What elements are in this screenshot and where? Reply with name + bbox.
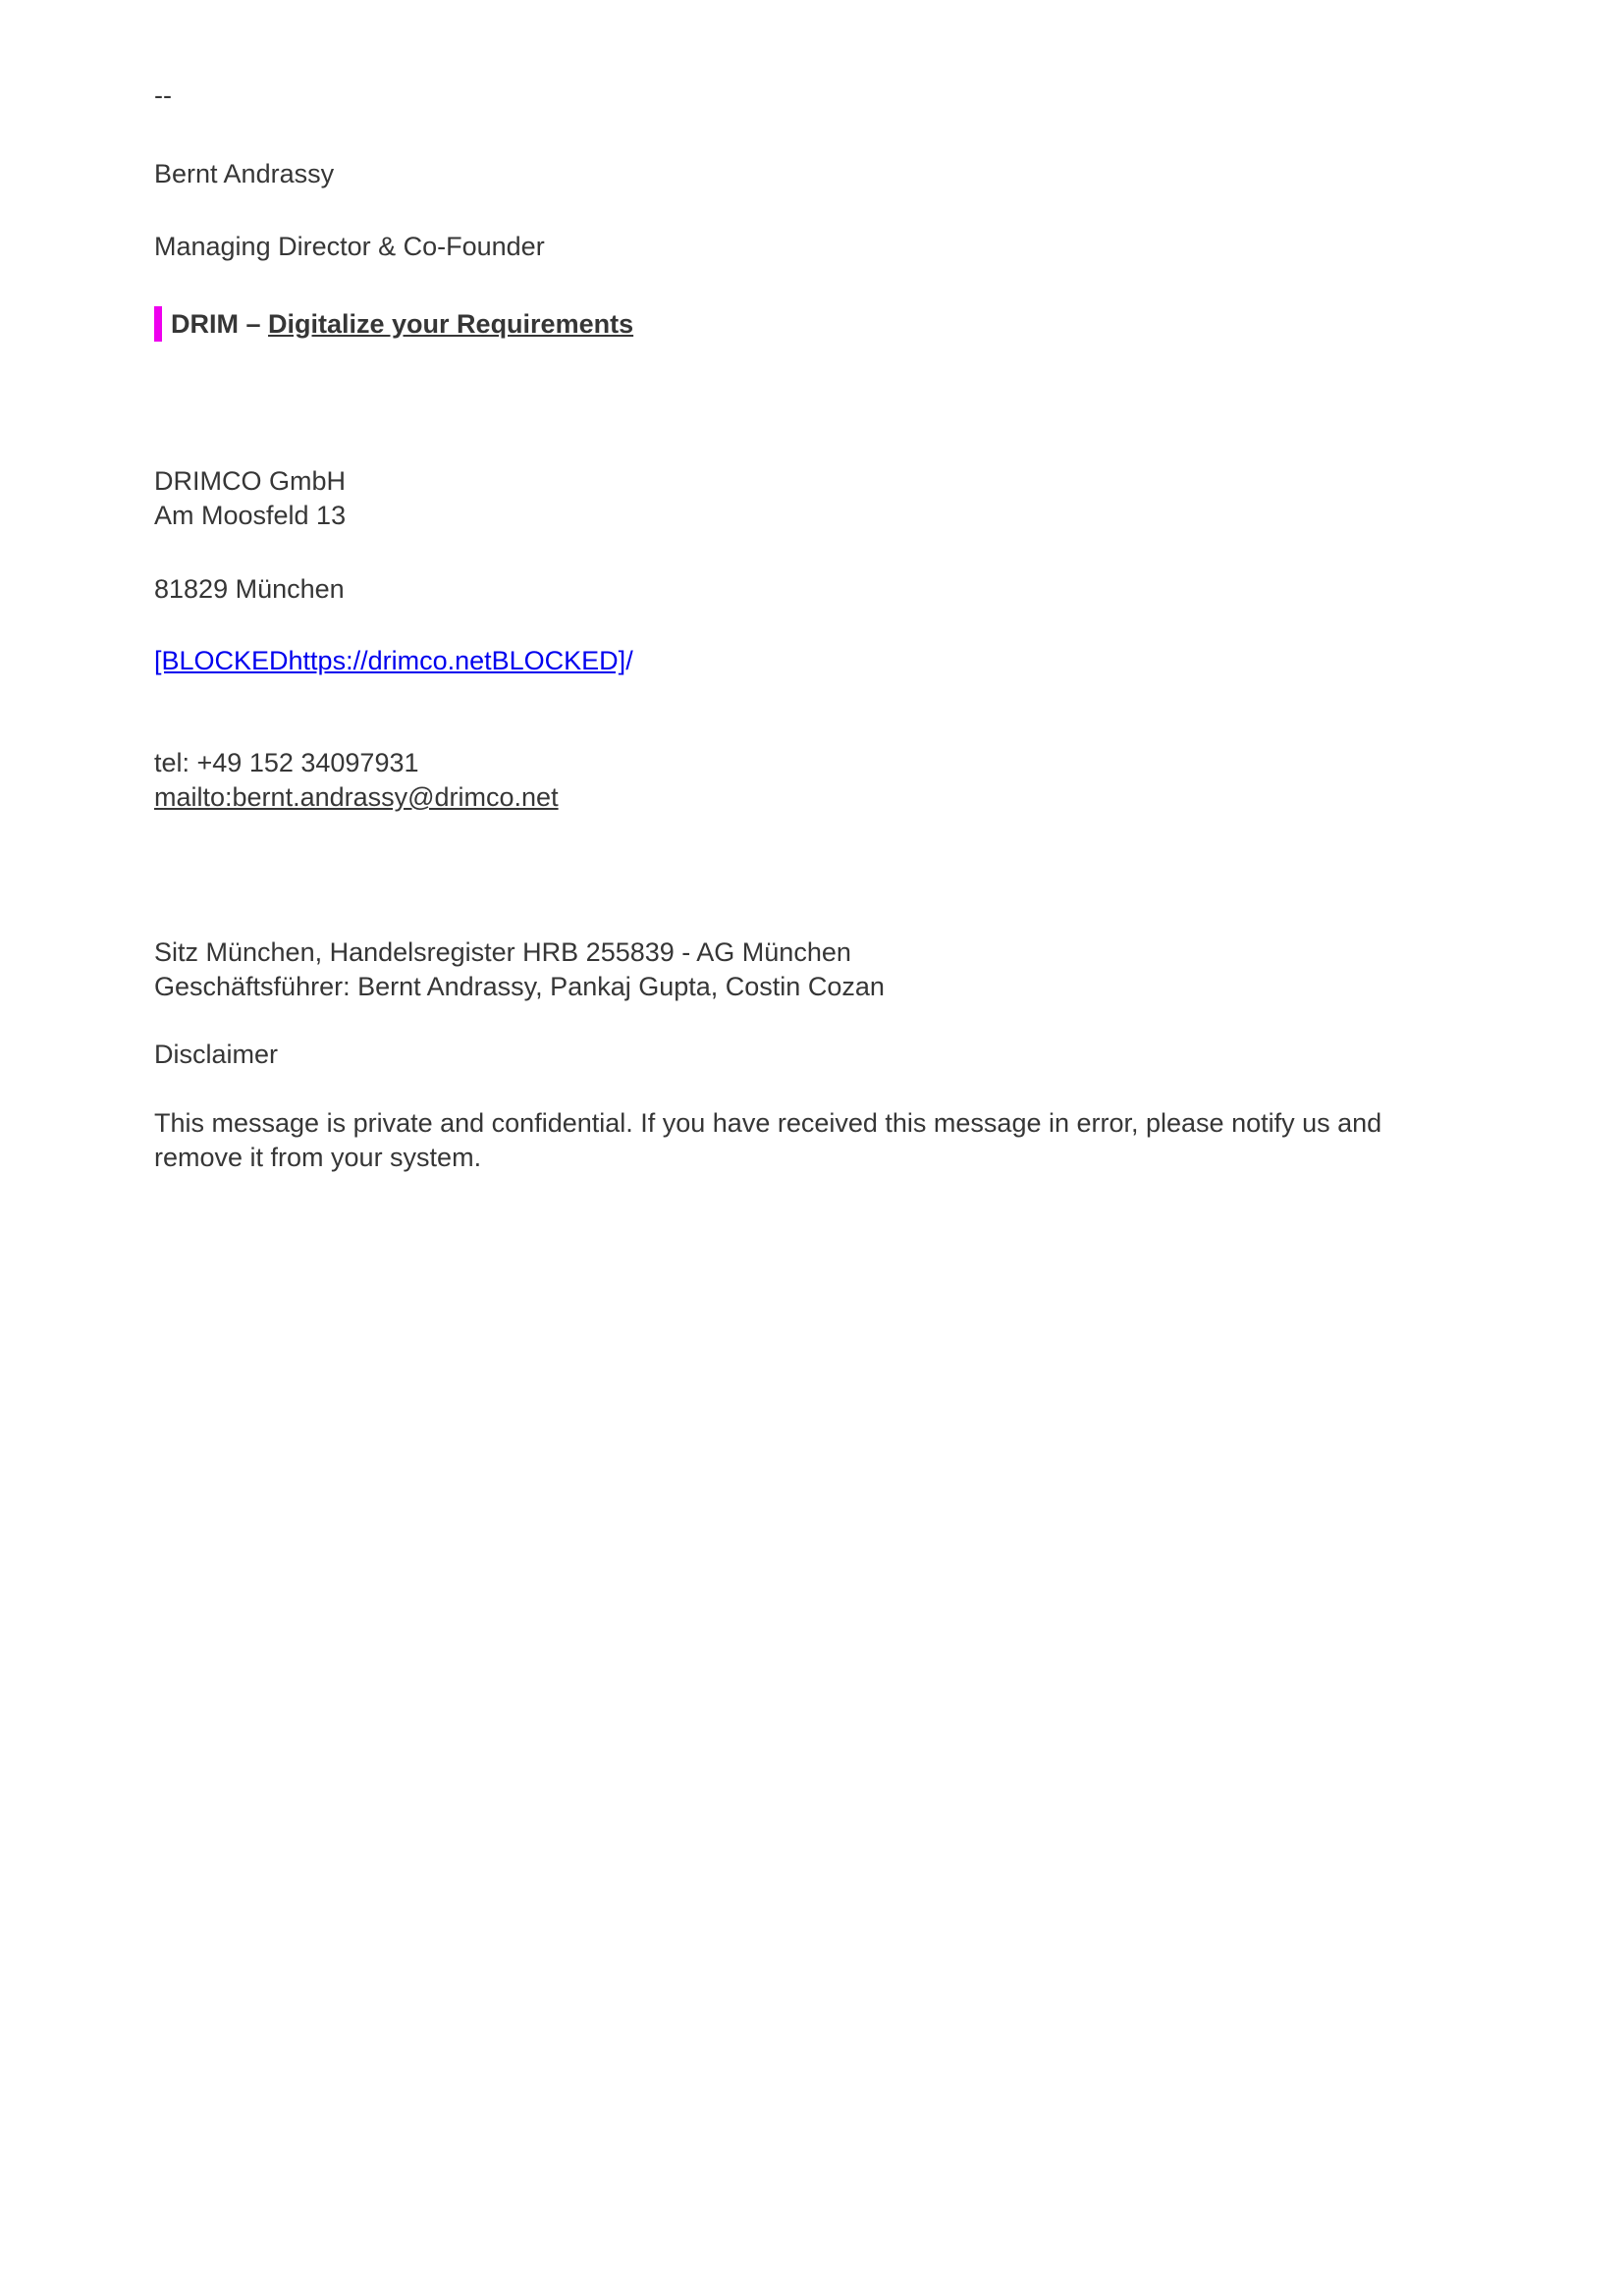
disclaimer-text: This message is private and confidential. If you have received this message in error, please notify us and remove it from your system. [154,1108,1382,1172]
email-mailto-link[interactable]: mailto:bernt.andrassy@drimco.net [154,782,559,812]
signature-content [0,0,1561,1175]
brand-name: DRIM – [171,308,269,339]
contact-block [154,746,1473,815]
brand-tagline-link[interactable]: Digitalize your Requirements [268,308,634,339]
disclaimer-label: Disclaimer [154,1040,279,1069]
website-row [154,644,1473,678]
company-address-block [154,464,1473,533]
company-street: Am Moosfeld 13 [154,501,347,530]
sender-job-title: Managing Director & Co-Founder [154,232,545,261]
brand-tagline-row [154,306,1473,342]
brand-accent-bar [154,306,162,342]
company-name: DRIMCO GmbH [154,466,346,496]
sender-name: Bernt Andrassy [154,159,335,188]
company-registry-block [154,935,1473,1004]
signature-separator: -- [154,80,172,110]
phone-number: tel: +49 152 34097931 [154,748,419,777]
company-city: 81829 München [154,574,345,604]
registry-seat-line: Sitz München, Handelsregister HRB 255839 - AG München [154,937,851,967]
website-blocked-link[interactable]: [BLOCKEDhttps://drimco.netBLOCKED] [154,646,626,675]
website-link-suffix: / [625,646,633,675]
registry-directors-line: Geschäftsführer: Bernt Andrassy, Pankaj Gupta, Costin Cozan [154,972,885,1001]
